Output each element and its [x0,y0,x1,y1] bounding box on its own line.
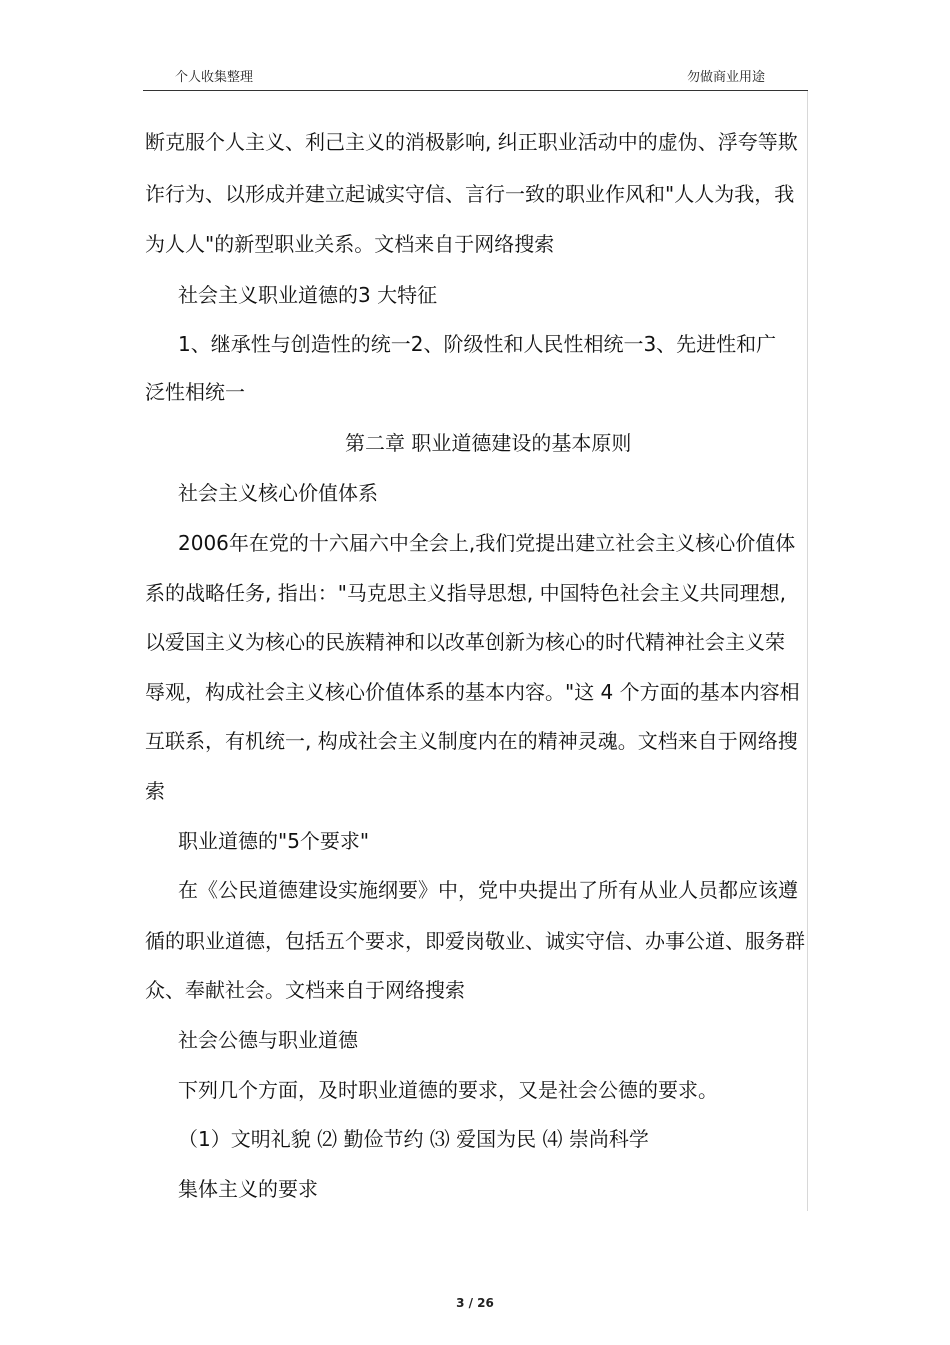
section-heading: 社会主义核心价值体系 [178,481,378,505]
paragraph-line: 互联系，有机统一, 构成社会主义制度内在的精神灵魂。文档来自于网络搜 [145,729,798,753]
section-heading: 集体主义的要求 [178,1177,318,1201]
page-number: 3 / 26 [456,1296,494,1310]
section-heading: 社会主义职业道德的3 大特征 [178,283,438,307]
paragraph-line: 循的职业道德，包括五个要求，即爱岗敬业、诚实守信、办事公道、服务群 [145,929,805,953]
paragraph-line: 下列几个方面，及时职业道德的要求，又是社会公德的要求。 [178,1078,718,1102]
paragraph-line: 断克服个人主义、利己主义的消极影响, 纠正职业活动中的虚伪、浮夸等欺 [145,130,798,154]
paragraph-line: 在《公民道德建设实施纲要》中，党中央提出了所有从业人员都应该遵 [178,878,798,902]
header-right-text: 勿做商业用途 [687,70,766,85]
paragraph-line: 系的战略任务, 指出："马克思主义指导思想, 中国特色社会主义共同理想, [145,581,786,605]
paragraph-line: 2006年在党的十六届六中全会上,我们党提出建立社会主义核心价值体 [178,531,796,555]
paragraph-line: 诈行为、以形成并建立起诚实守信、言行一致的职业作风和"人人为我，我 [145,182,795,206]
paragraph-line: 1、继承性与创造性的统一2、阶级性和人民性相统一3、先进性和广 [178,332,777,356]
paragraph-line: 以爱国主义为核心的民族精神和以改革创新为核心的时代精神社会主义荣 [145,630,785,654]
section-heading: 职业道德的"5个要求" [178,829,370,853]
paragraph-line: 众、奉献社会。文档来自于网络搜索 [145,978,465,1002]
section-heading: 社会公德与职业道德 [178,1028,358,1052]
header-divider [143,90,808,91]
header-left-text: 个人收集整理 [175,70,254,85]
paragraph-line: 泛性相统一 [145,380,245,404]
paragraph-line: 辱观，构成社会主义核心价值体系的基本内容。"这 4 个方面的基本内容相 [145,680,800,704]
paragraph-line: 索 [145,779,165,803]
list-line: （1）文明礼貌 ⑵ 勤俭节约 ⑶ 爱国为民 ⑷ 崇尚科学 [178,1127,649,1151]
margin-rule [807,91,808,1211]
chapter-title: 第二章 职业道德建设的基本原则 [345,431,632,455]
paragraph-line: 为人人"的新型职业关系。文档来自于网络搜索 [145,232,555,256]
